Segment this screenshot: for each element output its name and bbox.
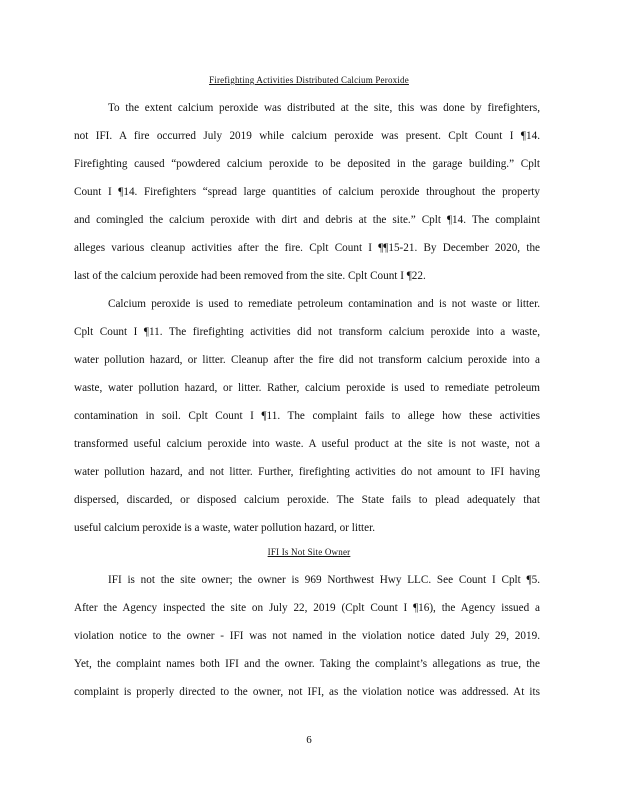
paragraph-line: Firefighting caused “powdered calcium peroxide to be deposited in the garage building.” Cplt (74, 158, 540, 170)
paragraph-line: water pollution hazard, and not litter. Further, firefighting activities do not amount to IFI having (74, 466, 540, 478)
paragraph-line: dispersed, discarded, or disposed calcium peroxide. The State fails to plead adequately that (74, 494, 540, 506)
paragraph-line: violation notice to the owner - IFI was not named in the violation notice dated July 29, 2019. (74, 630, 540, 642)
paragraph-line: last of the calcium peroxide had been removed from the site. Cplt Count I ¶22. (74, 270, 426, 282)
paragraph-firefighting (74, 94, 540, 290)
paragraph-line: and comingled the calcium peroxide with dirt and debris at the site.” Cplt ¶14. The complaint (74, 214, 540, 226)
paragraph-line: Cplt Count I ¶11. The firefighting activities did not transform calcium peroxide into a waste, (74, 326, 540, 338)
paragraph-line: transformed useful calcium peroxide into waste. A useful product at the site is not waste, not a (74, 438, 540, 450)
section-heading-site-owner: IFI Is Not Site Owner (267, 547, 351, 557)
page-number: 6 (306, 734, 312, 746)
paragraph-calcium-peroxide (74, 290, 540, 542)
paragraph-site-owner (74, 566, 540, 706)
paragraph-line: To the extent calcium peroxide was distributed at the site, this was done by firefighters, (108, 102, 540, 114)
paragraph-line: waste, water pollution hazard, or litter. Rather, calcium peroxide is used to remediate petroleum (74, 382, 540, 394)
paragraph-line: Calcium peroxide is used to remediate petroleum contamination and is not waste or litter. (108, 298, 540, 310)
paragraph-line: Count I ¶14. Firefighters “spread large quantities of calcium peroxide throughout the property (74, 186, 540, 198)
paragraph-line: complaint is properly directed to the owner, not IFI, as the violation notice was addressed. At its (74, 686, 540, 698)
paragraph-line: contamination in soil. Cplt Count I ¶11. The complaint fails to allege how these activities (74, 410, 540, 422)
section-heading-firefighting: Firefighting Activities Distributed Calcium Peroxide (209, 75, 409, 85)
paragraph-line: useful calcium peroxide is a waste, water pollution hazard, or litter. (74, 522, 376, 534)
paragraph-line: not IFI. A fire occurred July 2019 while calcium peroxide was present. Cplt Count I ¶14. (74, 130, 540, 142)
paragraph-line: water pollution hazard, or litter. Cleanup after the fire did not transform calcium peroxide into a (74, 354, 540, 366)
paragraph-line: alleges various cleanup activities after the fire. Cplt Count I ¶¶15-21. By December 2020, the (74, 242, 540, 254)
paragraph-line: IFI is not the site owner; the owner is 969 Northwest Hwy LLC. See Count I Cplt ¶5. (108, 574, 540, 586)
paragraph-line: Yet, the complaint names both IFI and the owner. Taking the complaint’s allegations as true, the (74, 658, 540, 670)
paragraph-line: After the Agency inspected the site on July 22, 2019 (Cplt Count I ¶16), the Agency issued a (74, 602, 540, 614)
